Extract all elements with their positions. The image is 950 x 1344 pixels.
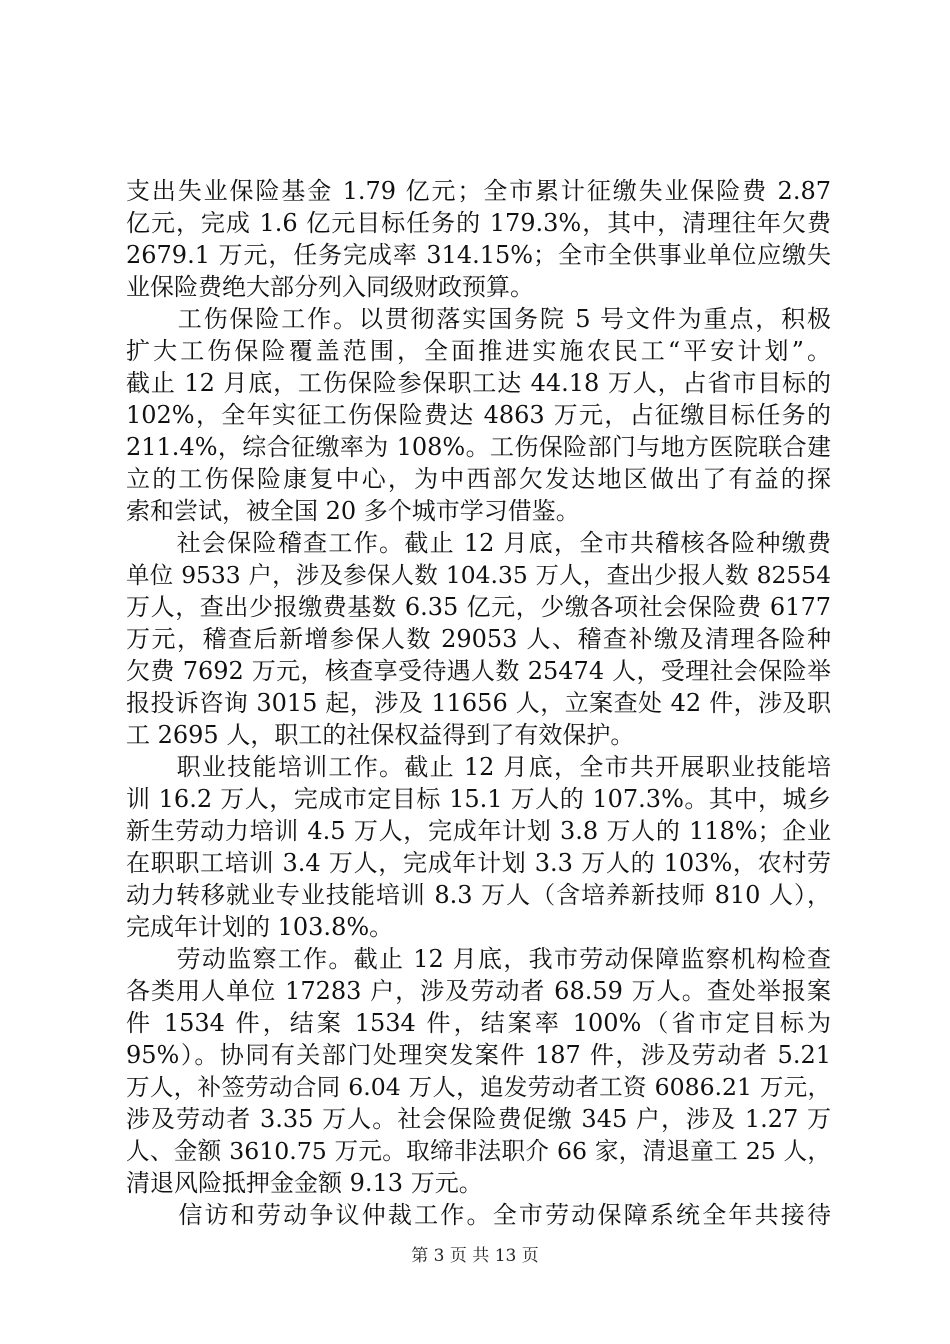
text-line: 102%，全年实征工伤保险费达 4863 万元，占征缴目标任务的 (126, 401, 831, 429)
text-line: 万人，查出少报缴费基数 6.35 亿元，少缴各项社会保险费 6177 (126, 593, 831, 621)
text-line: 完成年计划的 103.8%。 (126, 913, 394, 941)
text-line: 单位 9533 户，涉及参保人数 104.35 万人，查出少报人数 82554 (126, 561, 831, 589)
text-line: 工伤保险工作。以贯彻落实国务院 5 号文件为重点，积极 (126, 305, 831, 333)
paragraph-petition-arbitration (126, 1199, 831, 1231)
text-line: 社会保险稽查工作。截止 12 月底，全市共稽核各险种缴费 (126, 529, 831, 557)
text-line: 报投诉咨询 3015 起，涉及 11656 人，立案查处 42 件，涉及职 (126, 689, 831, 717)
page-number-footer: 第 3 页 共 13 页 (411, 1246, 539, 1266)
text-line: 清退风险抵押金金额 9.13 万元。 (126, 1169, 483, 1197)
text-line: 人、金额 3610.75 万元。取缔非法职介 66 家，清退童工 25 人， (126, 1137, 831, 1165)
text-line: 211.4%，综合征缴率为 108%。工伤保险部门与地方医院联合建 (126, 433, 831, 461)
text-line: 立的工伤保险康复中心，为中西部欠发达地区做出了有益的探 (126, 465, 831, 493)
text-line: 95%）。协同有关部门处理突发案件 187 件，涉及劳动者 5.21 (126, 1041, 831, 1069)
paragraph-social-insurance-audit (126, 527, 831, 751)
text-line: 截止 12 月底，工伤保险参保职工达 44.18 万人，占省市目标的 (126, 369, 831, 397)
text-line: 索和尝试，被全国 20 多个城市学习借鉴。 (126, 497, 580, 525)
paragraph-work-injury-insurance (126, 303, 831, 527)
text-line: 劳动监察工作。截止 12 月底，我市劳动保障监察机构检查 (126, 945, 831, 973)
text-line: 万元，稽查后新增参保人数 29053 人、稽查补缴及清理各险种 (126, 625, 831, 653)
text-line: 各类用人单位 17283 户，涉及劳动者 68.59 万人。查处举报案 (126, 977, 831, 1005)
text-line: 职业技能培训工作。截止 12 月底，全市共开展职业技能培 (126, 753, 831, 781)
text-line: 训 16.2 万人，完成市定目标 15.1 万人的 107.3%。其中，城乡 (126, 785, 831, 813)
text-line: 扩大工伤保险覆盖范围，全面推进实施农民工“平安计划”。 (126, 337, 831, 365)
text-line: 在职职工培训 3.4 万人，完成年计划 3.3 万人的 103%，农村劳 (126, 849, 831, 877)
text-line: 件 1534 件，结案 1534 件，结案率 100%（省市定目标为 (126, 1009, 831, 1037)
text-line: 工 2695 人，职工的社保权益得到了有效保护。 (126, 721, 635, 749)
text-line: 动力转移就业专业技能培训 8.3 万人（含培养新技师 810 人）， (126, 881, 831, 909)
text-line: 业保险费绝大部分列入同级财政预算。 (126, 273, 534, 301)
text-line: 欠费 7692 万元，核查享受待遇人数 25474 人，受理社会保险举 (126, 657, 831, 685)
text-line: 2679.1 万元，任务完成率 314.15%；全市全供事业单位应缴失 (126, 241, 831, 269)
document-body (126, 175, 831, 1231)
text-line: 支出失业保险基金 1.79 亿元；全市累计征缴失业保险费 2.87 (126, 177, 831, 205)
paragraph-labor-inspection (126, 943, 831, 1199)
text-line: 亿元，完成 1.6 亿元目标任务的 179.3%，其中，清理往年欠费 (126, 209, 831, 237)
paragraph-vocational-training (126, 751, 831, 943)
paragraph-unemployment-insurance (126, 175, 831, 303)
text-line: 万人，补签劳动合同 6.04 万人，追发劳动者工资 6086.21 万元， (126, 1073, 831, 1101)
text-line: 涉及劳动者 3.35 万人。社会保险费促缴 345 户，涉及 1.27 万 (126, 1105, 831, 1133)
text-line: 新生劳动力培训 4.5 万人，完成年计划 3.8 万人的 118%；企业 (126, 817, 831, 845)
text-line: 信访和劳动争议仲裁工作。全市劳动保障系统全年共接待 (126, 1201, 831, 1229)
